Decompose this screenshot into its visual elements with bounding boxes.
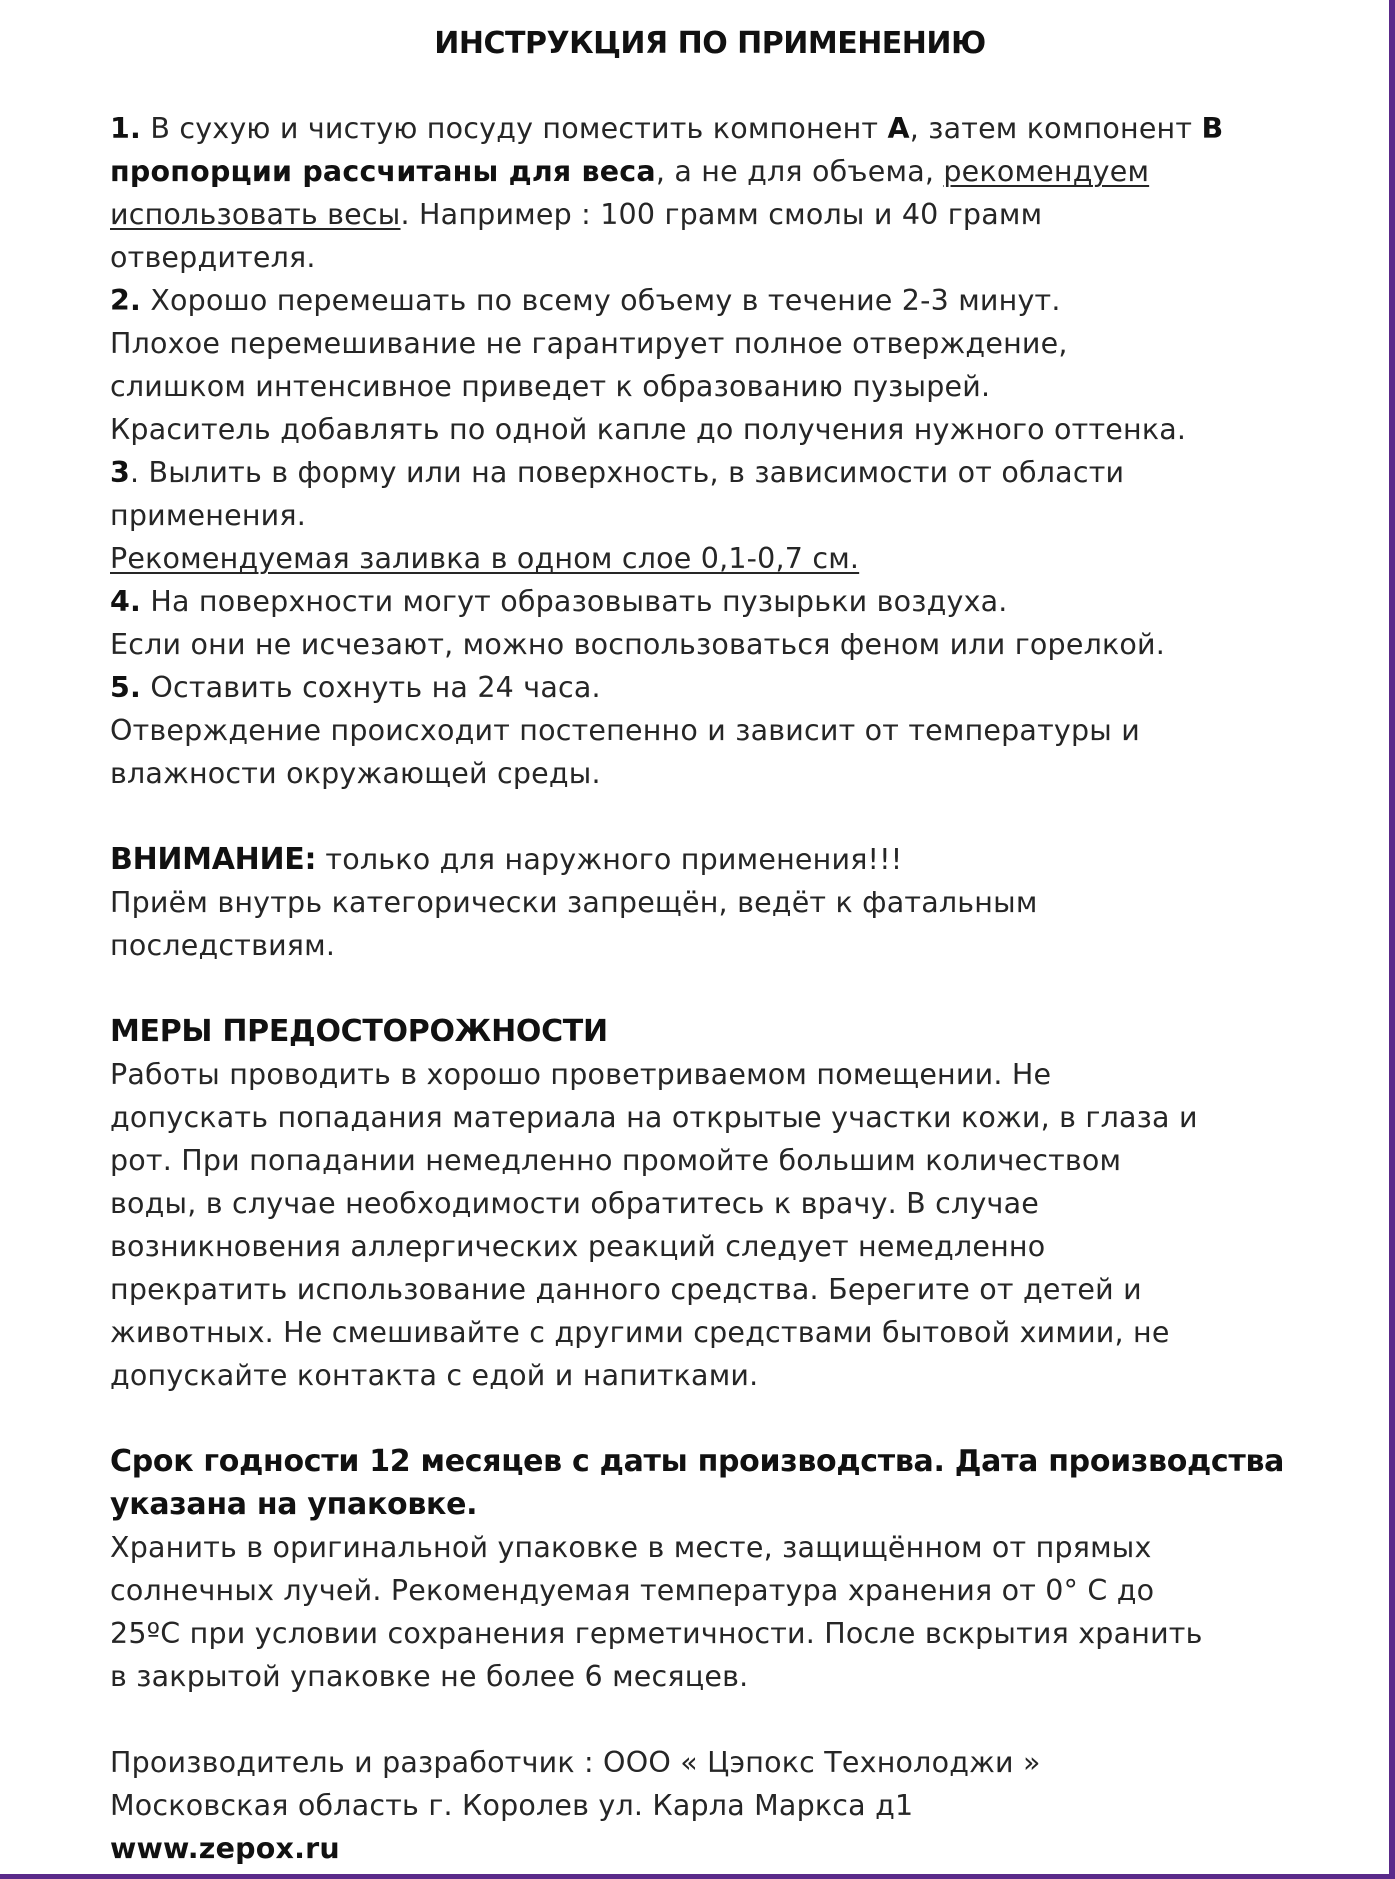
- step-4-line-2: Если они не исчезают, можно воспользоваться феном или горелкой.: [110, 628, 1166, 661]
- step-3-line-3: Рекомендуемая заливка в одном слое 0,1-0,7 см.: [110, 542, 860, 575]
- bottom-edge-border: [0, 1874, 1395, 1879]
- step-1-line-1: [110, 107, 1340, 150]
- precautions-line: Работы проводить в хорошо проветриваемом помещении. Не: [110, 1058, 1052, 1091]
- step-1-number: 1.: [110, 112, 142, 145]
- spacer: [110, 967, 1340, 1010]
- step-2-number: 2.: [110, 284, 142, 317]
- step-5-text: Оставить сохнуть на 24 часа.: [141, 671, 601, 704]
- step-1-text-2: , затем компонент: [909, 112, 1202, 145]
- step-5-number: 5.: [110, 671, 142, 704]
- step-1-line-4: отвердителя.: [110, 241, 316, 274]
- storage-line: в закрытой упаковке не более 6 месяцев.: [110, 1660, 749, 1693]
- step-5-line-2: Отверждение происходит постепенно и зависит от температуры и: [110, 714, 1140, 747]
- step-5-line-3: влажности окружающей среды.: [110, 757, 601, 790]
- right-edge-border: [1389, 0, 1395, 1879]
- step-3-text: . Вылить в форму или на поверхность, в зависимости от области: [130, 456, 1125, 489]
- precautions-line: рот. При попадании немедленно промойте большим количеством: [110, 1144, 1122, 1177]
- precautions-line: возникновения аллергических реакций следует немедленно: [110, 1230, 1046, 1263]
- step-2-line-2: Плохое перемешивание не гарантирует полное отверждение,: [110, 327, 1068, 360]
- component-b: В: [1201, 112, 1224, 145]
- step-2-line-3: слишком интенсивное приведет к образованию пузырей.: [110, 370, 991, 403]
- storage-line: Хранить в оригинальной упаковке в месте, защищённом от прямых: [110, 1531, 1152, 1564]
- step-3-number: 3: [110, 456, 131, 489]
- step-3-line-2: применения.: [110, 499, 307, 532]
- use-scales-underlined: использовать весы: [110, 198, 401, 231]
- step-2-text: Хорошо перемешать по всему объему в течение 2-3 минут.: [141, 284, 1061, 317]
- warning-line-2: Приём внутрь категорически запрещён, ведёт к фатальным: [110, 886, 1038, 919]
- spacer: [110, 795, 1340, 838]
- step-2-line-1: [110, 279, 1340, 322]
- precautions-line: прекратить использование данного средства. Берегите от детей и: [110, 1273, 1142, 1306]
- shelf-life-heading-1: Срок годности 12 месяцев с даты производства. Дата производства: [110, 1444, 1285, 1479]
- warning-label: ВНИМАНИЕ:: [110, 842, 317, 877]
- step-2-line-4: Краситель добавлять по одной капле до получения нужного оттенка.: [110, 413, 1187, 446]
- proportion-note: пропорции рассчитаны для веса: [110, 155, 656, 188]
- precautions-line: допускайте контакта с едой и напитками.: [110, 1359, 759, 1392]
- warning-line-3: последствиям.: [110, 929, 336, 962]
- step-1-text: В сухую и чистую посуду поместить компонент: [141, 112, 888, 145]
- page-title: ИНСТРУКЦИЯ ПО ПРИМЕНЕНИЮ: [434, 26, 986, 61]
- step-5-line-1: [110, 666, 1340, 709]
- step-4-text: На поверхности могут образовывать пузырьки воздуха.: [141, 585, 1008, 618]
- storage-line: 25ºС при условии сохранения герметичности. После вскрытия хранить: [110, 1617, 1203, 1650]
- warning-line-1: [110, 838, 1340, 881]
- website-link[interactable]: www.zepox.ru: [110, 1832, 340, 1865]
- step-1-line-2: [110, 150, 1340, 193]
- step-4-line-1: [110, 580, 1340, 623]
- warning-text: только для наружного применения!!!: [316, 843, 903, 876]
- spacer: [110, 1397, 1340, 1440]
- recommend-underlined: рекомендуем: [943, 155, 1150, 188]
- step-1-example: . Например : 100 грамм смолы и 40 грамм: [400, 198, 1043, 231]
- storage-line: солнечных лучей. Рекомендуемая температура хранения от 0° С до: [110, 1574, 1155, 1607]
- precautions-line: допускать попадания материала на открытые участки кожи, в глаза и: [110, 1101, 1198, 1134]
- instruction-text: [110, 22, 1340, 1870]
- step-1-text-3: , а не для объема,: [655, 155, 944, 188]
- precautions-line: животных. Не смешивайте с другими средствами бытовой химии, не: [110, 1316, 1170, 1349]
- step-4-number: 4.: [110, 585, 142, 618]
- precautions-line: воды, в случае необходимости обратитесь к врачу. В случае: [110, 1187, 1039, 1220]
- step-3-line-1: [110, 451, 1340, 494]
- precautions-heading: МЕРЫ ПРЕДОСТОРОЖНОСТИ: [110, 1014, 608, 1049]
- manufacturer-line: Производитель и разработчик : ООО « Цэпокс Технолоджи »: [110, 1746, 1041, 1779]
- shelf-life-heading-2: указана на упаковке.: [110, 1487, 478, 1522]
- spacer: [110, 1698, 1340, 1741]
- component-a: А: [887, 112, 910, 145]
- address-line: Московская область г. Королев ул. Карла Маркса д1: [110, 1789, 914, 1822]
- step-1-line-3: [110, 193, 1340, 236]
